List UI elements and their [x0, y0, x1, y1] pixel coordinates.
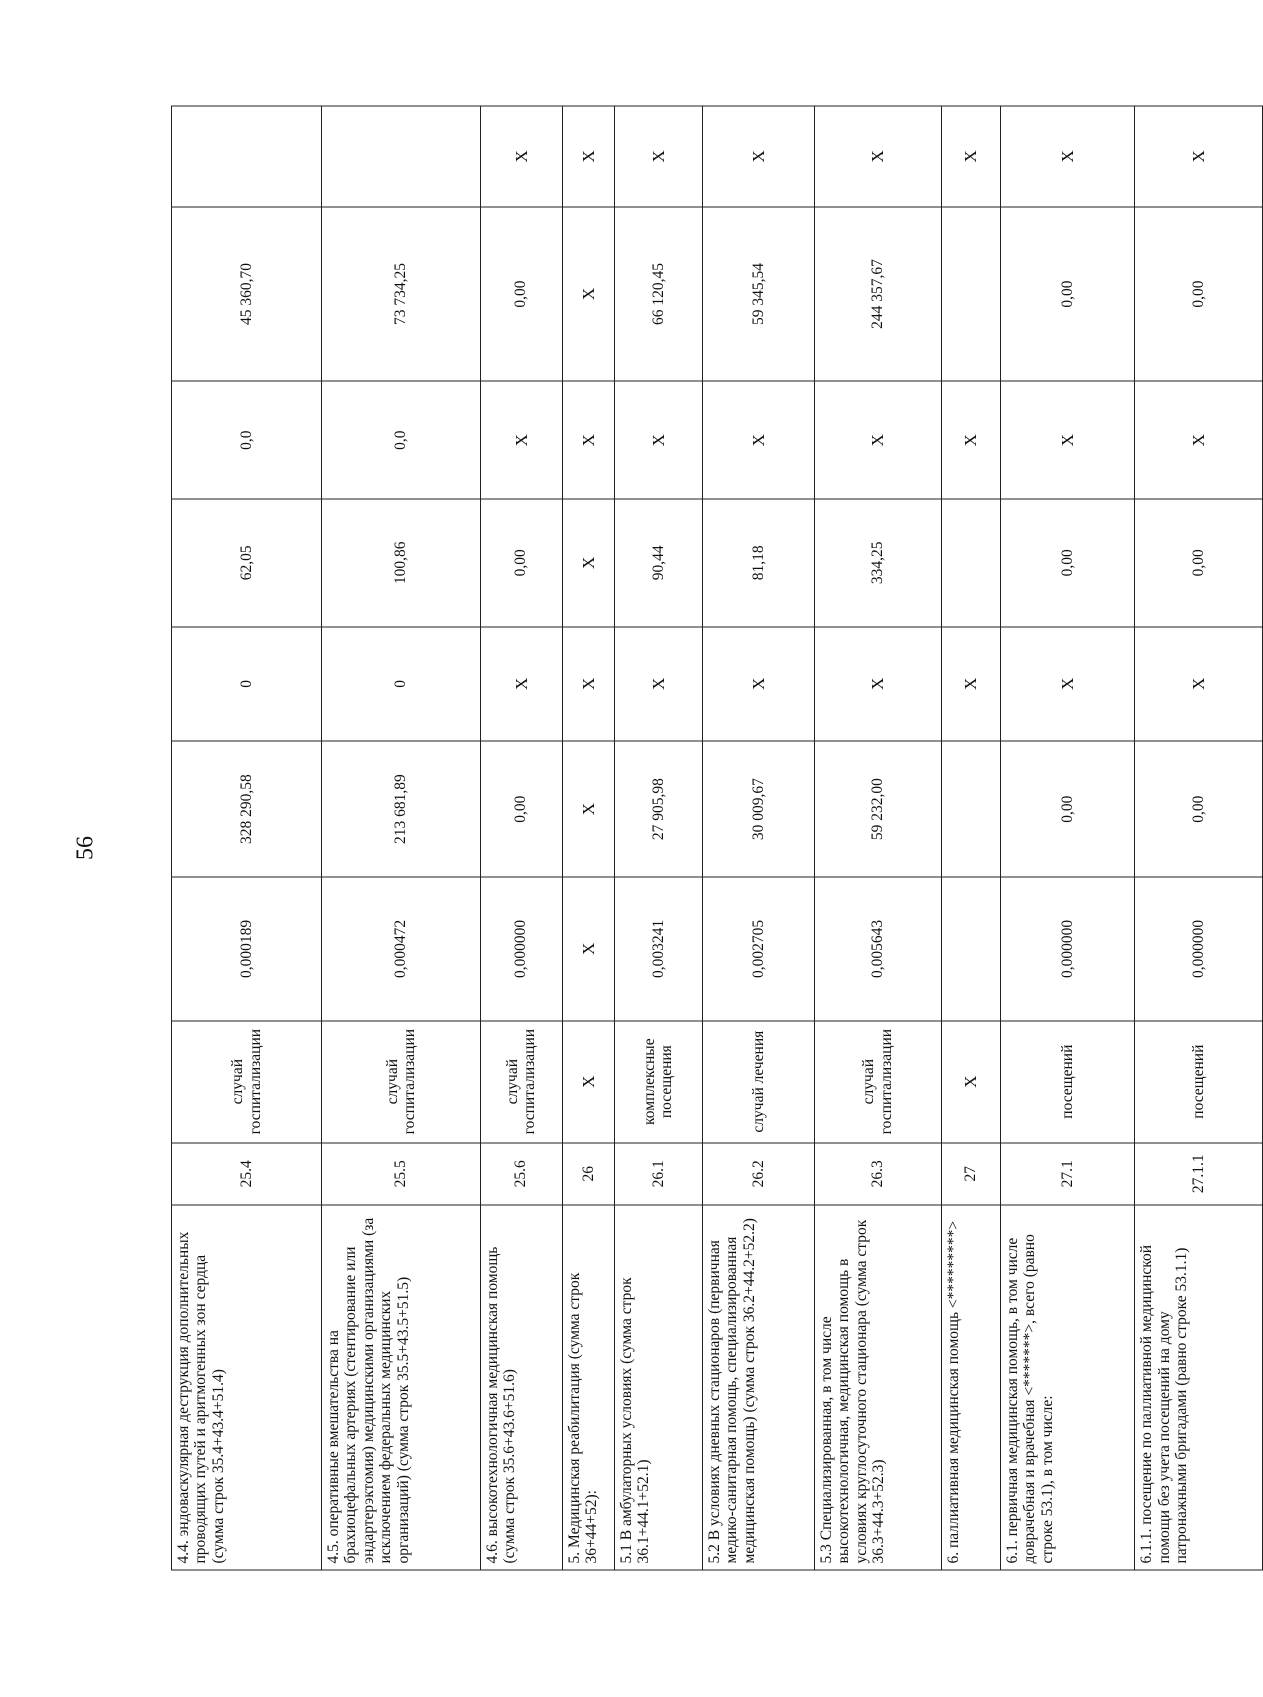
- cost-per-unit-cell: 59 232,00: [814, 741, 941, 877]
- oms-per-capita-cell: 100,86: [322, 499, 481, 626]
- table-row: [562, 106, 614, 1570]
- oms-total-cell: 0,00: [1001, 207, 1135, 382]
- budget-total-cell: Х: [814, 381, 941, 499]
- volume-cell: 0,003241: [614, 877, 702, 1021]
- cost-per-unit-cell: 328 290,58: [172, 741, 322, 877]
- row-code-cell: 27: [941, 1143, 1001, 1205]
- volume-cell: 0,002705: [703, 877, 815, 1021]
- volume-cell: Х: [562, 877, 614, 1021]
- table-row: [480, 106, 562, 1570]
- unit-cell: комплексные посещения: [614, 1021, 702, 1143]
- budget-total-cell: Х: [562, 381, 614, 499]
- oms-per-capita-cell: [941, 499, 1001, 626]
- table-body: [172, 106, 1263, 1570]
- row-name-cell: 6. паллиативная медицинская помощь <*********>: [941, 1205, 1001, 1570]
- oms-total-cell: 59 345,54: [703, 207, 815, 382]
- oms-total-cell: 0,00: [1135, 207, 1263, 382]
- volume-cell: 0,000000: [1135, 877, 1263, 1021]
- unit-cell: случай госпитализации: [814, 1021, 941, 1143]
- table-row: [814, 106, 941, 1570]
- share-cell: Х: [1001, 106, 1135, 207]
- budget-cost-cell: Х: [614, 627, 702, 742]
- row-name-cell: 4.6. высокотехнологичная медицинская помощь (сумма строк 35.6+43.6+51.6): [480, 1205, 562, 1570]
- row-name-cell: 5.3 Специализированная, в том числе высокотехнологичная, медицинская помощь в условиях круглосуточного стационара (сумма строк 36.3+44.3+52.3): [814, 1205, 941, 1570]
- share-cell: Х: [614, 106, 702, 207]
- rotated-table-container: [171, 106, 1263, 1571]
- budget-cost-cell: Х: [1135, 627, 1263, 742]
- share-cell: Х: [941, 106, 1001, 207]
- unit-cell: Х: [941, 1021, 1001, 1143]
- unit-cell: Х: [562, 1021, 614, 1143]
- volume-cell: 0,000189: [172, 877, 322, 1021]
- row-name-cell: 6.1. первичная медицинская помощь, в том числе доврачебная и врачебная <*******>, всего (равно строке 53.1), в том числе:: [1001, 1205, 1135, 1570]
- unit-cell: посещений: [1001, 1021, 1135, 1143]
- share-cell: Х: [1135, 106, 1263, 207]
- oms-per-capita-cell: 0,00: [1135, 499, 1263, 626]
- share-cell: Х: [703, 106, 815, 207]
- row-code-cell: 25.5: [322, 1143, 481, 1205]
- share-cell: Х: [562, 106, 614, 207]
- budget-total-cell: Х: [480, 381, 562, 499]
- row-code-cell: 27.1: [1001, 1143, 1135, 1205]
- row-code-cell: 26.3: [814, 1143, 941, 1205]
- row-code-cell: 27.1.1: [1135, 1143, 1263, 1205]
- budget-cost-cell: 0: [322, 627, 481, 742]
- row-name-cell: 6.1.1. посещение по паллиативной медицинской помощи без учета посещений на дому патронажными бригадами (равно строке 53.1.1): [1135, 1205, 1263, 1570]
- row-name-cell: 4.5. оперативные вмешательства на брахиоцефальных артериях (стентирование или эндартерэктомия) медицинскими организациями (за исключением федеральных медицинских организаций) (сумма строк 35.5+43.5+51.5): [322, 1205, 481, 1570]
- budget-total-cell: 0,0: [322, 381, 481, 499]
- unit-cell: посещений: [1135, 1021, 1263, 1143]
- table-row: [322, 106, 481, 1570]
- oms-total-cell: 73 734,25: [322, 207, 481, 382]
- row-code-cell: 25.6: [480, 1143, 562, 1205]
- oms-total-cell: 66 120,45: [614, 207, 702, 382]
- unit-cell: случай госпитализации: [480, 1021, 562, 1143]
- cost-per-unit-cell: [941, 741, 1001, 877]
- budget-total-cell: Х: [703, 381, 815, 499]
- cost-per-unit-cell: 213 681,89: [322, 741, 481, 877]
- budget-cost-cell: Х: [703, 627, 815, 742]
- table-row: [172, 106, 322, 1570]
- budget-total-cell: 0,0: [172, 381, 322, 499]
- page-number: 56: [72, 836, 99, 860]
- oms-total-cell: 0,00: [480, 207, 562, 382]
- cost-per-unit-cell: 30 009,67: [703, 741, 815, 877]
- oms-per-capita-cell: 90,44: [614, 499, 702, 626]
- volume-cell: 0,005643: [814, 877, 941, 1021]
- volume-cell: [941, 877, 1001, 1021]
- row-name-cell: 5.2 В условиях дневных стационаров (первичная медико-санитарная помощь, специализированная медицинская помощь) (сумма строк 36.2+44.2+52.2): [703, 1205, 815, 1570]
- budget-cost-cell: Х: [562, 627, 614, 742]
- unit-cell: случай лечения: [703, 1021, 815, 1143]
- budget-cost-cell: 0: [172, 627, 322, 742]
- volume-cell: 0,000000: [480, 877, 562, 1021]
- table-row: [1135, 106, 1263, 1570]
- oms-per-capita-cell: 0,00: [1001, 499, 1135, 626]
- unit-cell: случай госпитализации: [322, 1021, 481, 1143]
- volume-cell: 0,000000: [1001, 877, 1135, 1021]
- financing-table: [171, 106, 1263, 1571]
- cost-per-unit-cell: 0,00: [480, 741, 562, 877]
- cost-per-unit-cell: Х: [562, 741, 614, 877]
- volume-cell: 0,000472: [322, 877, 481, 1021]
- table-row: [1001, 106, 1135, 1570]
- share-cell: Х: [814, 106, 941, 207]
- row-name-cell: 5.1 В амбулаторных условиях (сумма строк 36.1+44.1+52.1): [614, 1205, 702, 1570]
- oms-per-capita-cell: 0,00: [480, 499, 562, 626]
- row-name-cell: 4.4. эндоваскулярная деструкция дополнительных проводящих путей и аритмогенных зон сердца (сумма строк 35.4+43.4+51.4): [172, 1205, 322, 1570]
- cost-per-unit-cell: 0,00: [1135, 741, 1263, 877]
- oms-total-cell: 45 360,70: [172, 207, 322, 382]
- cost-per-unit-cell: 0,00: [1001, 741, 1135, 877]
- share-cell: [172, 106, 322, 207]
- oms-total-cell: Х: [562, 207, 614, 382]
- budget-total-cell: Х: [1001, 381, 1135, 499]
- oms-total-cell: 244 357,67: [814, 207, 941, 382]
- oms-per-capita-cell: 334,25: [814, 499, 941, 626]
- oms-per-capita-cell: 62,05: [172, 499, 322, 626]
- budget-total-cell: Х: [614, 381, 702, 499]
- cost-per-unit-cell: 27 905,98: [614, 741, 702, 877]
- budget-total-cell: Х: [941, 381, 1001, 499]
- row-code-cell: 26: [562, 1143, 614, 1205]
- table-row: [703, 106, 815, 1570]
- row-code-cell: 26.2: [703, 1143, 815, 1205]
- row-code-cell: 25.4: [172, 1143, 322, 1205]
- row-code-cell: 26.1: [614, 1143, 702, 1205]
- row-name-cell: 5. Медицинская реабилитация (сумма строк 36+44+52):: [562, 1205, 614, 1570]
- oms-per-capita-cell: 81,18: [703, 499, 815, 626]
- share-cell: Х: [480, 106, 562, 207]
- budget-cost-cell: Х: [1001, 627, 1135, 742]
- share-cell: [322, 106, 481, 207]
- unit-cell: случай госпитализации: [172, 1021, 322, 1143]
- oms-per-capita-cell: Х: [562, 499, 614, 626]
- budget-cost-cell: Х: [480, 627, 562, 742]
- budget-cost-cell: Х: [814, 627, 941, 742]
- table-row: [614, 106, 702, 1570]
- budget-cost-cell: Х: [941, 627, 1001, 742]
- oms-total-cell: [941, 207, 1001, 382]
- budget-total-cell: Х: [1135, 381, 1263, 499]
- table-row: [941, 106, 1001, 1570]
